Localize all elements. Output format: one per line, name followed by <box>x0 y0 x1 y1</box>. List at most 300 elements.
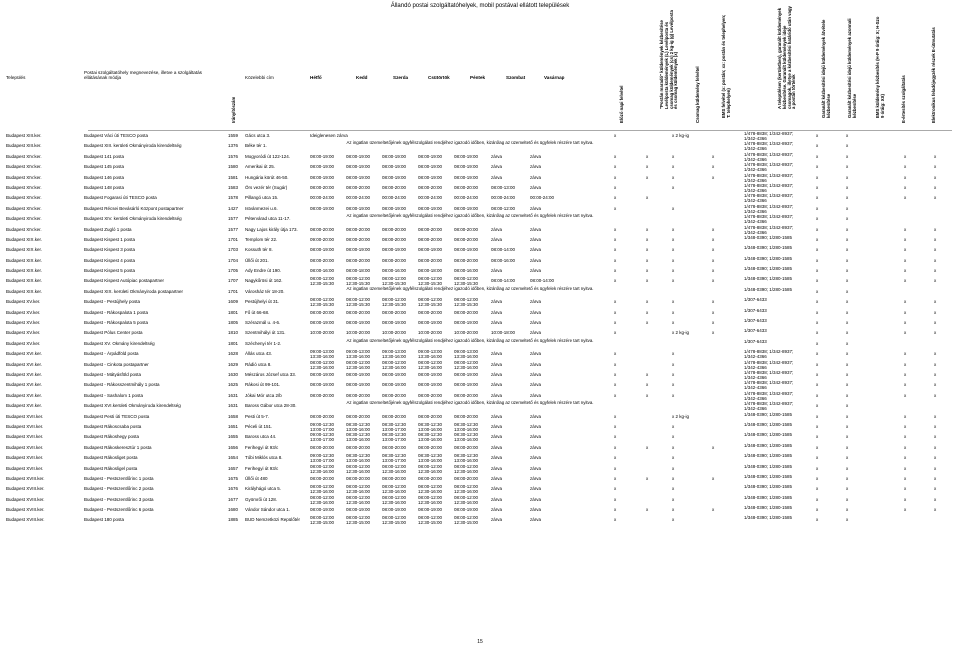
cell-flag: x <box>712 444 715 450</box>
cell-z: 1559 <box>228 133 239 138</box>
cell-flag: x <box>712 268 715 274</box>
cell-z: 1805 <box>228 320 239 326</box>
cell-flag: 1/348-0390; 1/280-1585 <box>744 286 793 292</box>
cell-flag: x <box>614 299 617 305</box>
cell-h: Ideiglenesen zárva <box>310 133 348 138</box>
cell-flag: x <box>614 455 617 461</box>
cell-h: 08:00-20:00 <box>310 392 335 398</box>
cell-m: Budapest 146 posta <box>84 174 125 180</box>
cell-flag: x <box>712 247 715 253</box>
cell-note: Az ingatlan üzemeltetőjének ügyfélszolgálati rendjéhez igazodó időben, kizárólag az üzemeltető és ügyfelek részére tart nyitva. <box>346 213 594 219</box>
cell-flag: x <box>646 309 649 315</box>
cell-v: zárva <box>530 455 542 461</box>
cell-cs: 08:00-19:00 <box>418 507 443 513</box>
cell-flag: x <box>646 195 649 201</box>
cell-flag: x <box>672 236 675 242</box>
cell-flag: x <box>846 164 849 170</box>
cell-flag: x <box>846 278 849 284</box>
cell-note: Az ingatlan üzemeltetőjének ügyfélszolgálati rendjéhez igazodó időben, kizárólag az üzemeltető és ügyfelek részére tart nyitva. <box>346 337 594 343</box>
cell-flag: x <box>712 475 715 481</box>
cell-v: zárva <box>530 247 542 253</box>
cell-v: 08:00-14:00 <box>530 278 555 284</box>
cell-cs: 08:00-19:00 <box>418 371 443 377</box>
cell-flag: x <box>614 444 617 450</box>
cell-m: Budapest XV. Okmány kirendeltség <box>84 340 155 346</box>
cell-flag: x <box>672 164 675 170</box>
cell-sz: zárva <box>491 434 503 440</box>
cell-sz: zárva <box>491 164 503 170</box>
cell-m: Budapest Pesti úti TESCO posta <box>84 413 150 419</box>
cell-v: zárva <box>530 174 542 180</box>
table-row <box>0 318 960 328</box>
cell-h: 09:00-13:00 13:30-16:00 <box>310 349 335 360</box>
cell-t: Budapest XVII.ker. <box>6 413 44 419</box>
cell-v: zárva <box>530 268 542 274</box>
cell-v: zárva <box>530 475 542 481</box>
cell-k: 08:30-12:30 13:00-16:00 <box>346 421 371 432</box>
table-row <box>0 245 960 255</box>
cell-t: Budapest XVII.ker. <box>6 434 44 440</box>
header-mod: Postai szolgáltatóhely megnevezése, illetve a szolgáltatás ellátásának módja <box>84 70 202 81</box>
cell-k: 08:00-20:00 <box>346 413 371 419</box>
cell-m: Budapest 141 posta <box>84 153 125 159</box>
cell-m: Budapest Rákosliget posta <box>84 455 138 461</box>
table-row <box>0 422 960 432</box>
cell-flag: x <box>672 257 675 263</box>
cell-c: Baross utca 44. <box>245 434 277 440</box>
cell-flag: x <box>672 299 675 305</box>
cell-flag: x <box>934 164 937 170</box>
cell-sz: zárva <box>491 507 503 513</box>
cell-flag: x <box>816 247 819 253</box>
cell-flag: x <box>816 392 819 398</box>
cell-flag: 1/348-0390; 1/280-1585 <box>744 442 793 448</box>
cell-cs: 08:00-20:00 <box>418 413 443 419</box>
cell-flag: x <box>934 330 937 336</box>
cell-t: Budapest XVI.ker. <box>6 371 43 377</box>
cell-flag: x <box>934 486 937 492</box>
cell-flag: x <box>816 205 819 211</box>
table-row <box>0 349 960 359</box>
cell-flag: x <box>816 278 819 284</box>
cell-sz: 00:00-24:00 <box>491 195 516 201</box>
cell-cs: 08:00-18:00 <box>418 268 443 274</box>
cell-z: 1576 <box>228 153 239 159</box>
cell-flag: x <box>934 444 937 450</box>
cell-h: 08:00-19:00 <box>310 507 335 513</box>
cell-p: 09:00-13:00 13:30-16:00 <box>454 349 479 360</box>
cell-flag: x <box>712 257 715 263</box>
cell-flag: x <box>672 517 675 523</box>
cell-flag: x <box>672 351 675 357</box>
cell-k: 08:00-12:00 12:30-15:00 <box>346 515 371 526</box>
cell-flag: x <box>934 174 937 180</box>
cell-v: zárva <box>530 153 542 159</box>
cell-flag: x <box>934 236 937 242</box>
cell-p: 08:00-19:00 <box>454 164 479 170</box>
cell-p: 08:00-20:00 <box>454 257 479 263</box>
cell-flag: x <box>672 309 675 315</box>
cell-flag: x <box>904 184 907 190</box>
cell-t: Budapest XV.ker. <box>6 330 41 336</box>
cell-p: 08:00-12:00 12:30-16:00 <box>454 494 479 505</box>
cell-p: 08:00-20:00 <box>454 226 479 232</box>
cell-flag: x <box>614 517 617 523</box>
cell-flag: x <box>934 247 937 253</box>
cell-z: 1657 <box>228 465 239 471</box>
cell-flag: x <box>934 392 937 398</box>
cell-h: 08:00-20:00 <box>310 475 335 481</box>
cell-k: 08:00-20:00 <box>346 475 371 481</box>
cell-s: 08:00-20:00 <box>382 184 407 190</box>
cell-cs: 08:00-19:00 <box>418 320 443 326</box>
cell-t: Budapest XVI.ker. <box>6 351 43 357</box>
cell-z: 1631 <box>228 403 239 409</box>
cell-v: zárva <box>530 392 542 398</box>
cell-c: Állás utca 43. <box>245 351 273 357</box>
cell-s: 08:30-12:30 13:00-17:00 <box>382 421 407 432</box>
cell-t: Budapest XIV.ker. <box>6 164 42 170</box>
header-szerda: Szerda <box>393 75 409 80</box>
cell-flag: x <box>934 475 937 481</box>
cell-sz: zárva <box>491 174 503 180</box>
cell-k: 08:00-20:00 <box>346 309 371 315</box>
cell-t: Budapest XIII.ker. <box>6 143 42 149</box>
cell-v: zárva <box>530 444 542 450</box>
cell-m: Budapest 145 posta <box>84 164 125 170</box>
cell-flag: x <box>614 320 617 326</box>
cell-flag: x <box>614 486 617 492</box>
cell-c: Mogyoródi út 122-124. <box>245 153 291 159</box>
cell-flag: x <box>816 236 819 242</box>
cell-h: 08:00-12:00 12:30-15:00 <box>310 515 335 526</box>
cell-sz: zárva <box>491 236 503 242</box>
cell-m: Budapest XIX. kerületi Okmányiroda postapartner <box>84 288 184 294</box>
cell-cs: 08:00-20:00 <box>418 444 443 450</box>
cell-t: Budapest XIX.ker. <box>6 278 43 284</box>
cell-c: Üllői út 480 <box>245 475 268 481</box>
cell-flag: x <box>846 320 849 326</box>
cell-z: 1651 <box>228 423 239 429</box>
cell-k: 08:00-20:00 <box>346 392 371 398</box>
cell-p: 08:00-20:00 <box>454 413 479 419</box>
cell-v: zárva <box>530 164 542 170</box>
table-row <box>0 515 960 525</box>
cell-t: Budapest XVIII.ker. <box>6 475 45 481</box>
cell-flag: 1/348-0390; 1/280-1585 <box>744 421 793 427</box>
cell-sz: zárva <box>491 465 503 471</box>
cell-c: Ady Endre út 190. <box>245 268 282 274</box>
cell-flag: x <box>816 216 819 222</box>
cell-k: 08:00-20:00 <box>346 257 371 263</box>
cell-flag: x <box>712 507 715 513</box>
cell-flag: x <box>816 382 819 388</box>
table-row <box>0 432 960 442</box>
cell-flag: x <box>816 444 819 450</box>
cell-k: 08:00-19:00 <box>346 205 371 211</box>
cell-flag: x <box>816 413 819 419</box>
cell-flag: x <box>904 236 907 242</box>
cell-sz: 08:00-14:00 <box>491 247 516 253</box>
cell-flag: x <box>646 444 649 450</box>
cell-k: 08:00-19:00 <box>346 382 371 388</box>
cell-flag: x <box>816 309 819 315</box>
cell-c: Tóbi Miklós utca 8. <box>245 455 283 461</box>
cell-p: 08:00-12:00 12:30-15:00 <box>454 515 479 526</box>
cell-v: zárva <box>530 371 542 377</box>
cell-v: zárva <box>530 413 542 419</box>
cell-z: 1629 <box>228 361 239 367</box>
header-vasarnap: Vasárnap <box>544 75 565 80</box>
cell-flag: x <box>846 351 849 357</box>
cell-c: Nagy Lajos király útja 173. <box>245 226 298 232</box>
header-v10: Elektronikus feladójegyzék részek E-útmutatás <box>931 27 936 124</box>
cell-t: Budapest XVI.ker. <box>6 392 43 398</box>
cell-c: Ferihegyi út 93/c <box>245 444 279 450</box>
cell-sz: zárva <box>491 371 503 377</box>
cell-flag: 1/348-0390; 1/280-1585 <box>744 453 793 459</box>
cell-flag: x <box>646 320 649 326</box>
cell-p: 08:00-12:00 12:30-16:00 <box>454 359 479 370</box>
cell-flag: x <box>672 455 675 461</box>
cell-m: Budapest - Rákospalota 5 posta <box>84 320 149 326</box>
cell-flag: 1/348-0390; 1/280-1585 <box>744 515 793 521</box>
cell-c: Városház tér 18-20. <box>245 288 285 294</box>
cell-flag: x <box>934 299 937 305</box>
cell-s: 08:00-19:00 <box>382 153 407 159</box>
cell-flag: x <box>904 164 907 170</box>
cell-flag: x <box>934 257 937 263</box>
cell-flag: x <box>846 195 849 201</box>
cell-flag: x <box>614 413 617 419</box>
cell-flag: x <box>846 434 849 440</box>
cell-t: Budapest XV.ker. <box>6 320 41 326</box>
cell-m: Budapest XIII. kerületi Okmányiroda kirendeltség <box>84 143 182 149</box>
cell-flag: x <box>846 444 849 450</box>
cell-z: 1707 <box>228 278 239 284</box>
cell-z: 1625 <box>228 382 239 388</box>
cell-flag: x <box>816 226 819 232</box>
cell-flag: x <box>846 184 849 190</box>
cell-h: 08:00-19:00 <box>310 247 335 253</box>
cell-flag: 1/478-8838; 1/342-8937; 1/342-4366 <box>744 141 794 152</box>
cell-cs: 08:00-19:00 <box>418 164 443 170</box>
cell-flag: x <box>846 205 849 211</box>
table-row <box>0 225 960 235</box>
cell-m: Budapest - Pestszentlőrinc 2 posta <box>84 486 154 492</box>
cell-flag: x <box>934 455 937 461</box>
cell-flag: x <box>904 299 907 305</box>
cell-flag: 1/478-8838; 1/342-8937; 1/342-4366 <box>744 193 794 204</box>
cell-cs: 08:00-19:00 <box>418 153 443 159</box>
cell-s: 08:00-16:00 <box>382 268 407 274</box>
cell-p: 08:00-12:00 12:30-16:00 <box>454 463 479 474</box>
cell-flag: x <box>646 371 649 377</box>
cell-sz: zárva <box>491 153 503 159</box>
cell-flag: 1/478-8838; 1/342-8937; 1/342-4366 <box>744 224 794 235</box>
header-v5: A településen (kerületben), garanált küldemények kézbesítése. Garanált küldemények ideje csomagok, illetve a kézbesítési határidő után vagy a postán történik <box>777 5 797 109</box>
cell-sz: zárva <box>491 486 503 492</box>
cell-flag: x <box>846 392 849 398</box>
cell-h: 08:00-19:00 <box>310 371 335 377</box>
cell-m: Budapest - Sashalom 1 posta <box>84 392 144 398</box>
cell-p: 08:30-12:30 13:00-16:00 <box>454 421 479 432</box>
cell-p: 08:00-12:00 12:30-15:30 <box>454 297 479 308</box>
cell-k: 08:00-18:00 <box>346 268 371 274</box>
cell-v: zárva <box>530 184 542 190</box>
cell-z: 1654 <box>228 455 239 461</box>
table-row <box>0 370 960 380</box>
cell-flag: x <box>672 371 675 377</box>
cell-s: 08:00-19:00 <box>382 205 407 211</box>
cell-k: 08:00-12:00 12:30-16:00 <box>346 463 371 474</box>
cell-c: Szentmihályi út 131. <box>245 330 286 336</box>
cell-v: zárva <box>530 299 542 305</box>
cell-c: Mészáros József utca 33. <box>245 371 297 377</box>
cell-c: Üllői út 201. <box>245 257 269 263</box>
cell-flag: x <box>712 164 715 170</box>
cell-h: 08:00-12:00 12:30-15:30 <box>310 297 335 308</box>
cell-h: 09:00-12:30 13:00-17:00 <box>310 432 335 443</box>
cell-t: Budapest XVIII.ker. <box>6 496 45 502</box>
cell-p: 08:30-12:30 13:00-16:00 <box>454 432 479 443</box>
cell-z: 1658 <box>228 413 239 419</box>
cell-c: Ferihegyi út 93/c <box>245 465 279 471</box>
cell-sz: zárva <box>491 392 503 398</box>
cell-flag: x <box>904 475 907 481</box>
cell-flag: 1/478-8838; 1/342-8937; 1/342-4366 <box>744 390 794 401</box>
cell-flag: x <box>846 226 849 232</box>
cell-t: Budapest XVII.ker. <box>6 423 44 429</box>
cell-m: Budapest - Pestszentlőrinc 1 posta <box>84 475 154 481</box>
cell-m: Budapest - Árpádföld posta <box>84 351 139 357</box>
cell-z: 1677 <box>228 496 239 502</box>
cell-cs: 08:00-20:00 <box>418 184 443 190</box>
cell-flag: x 2 kg-ig <box>672 133 690 138</box>
cell-v: zárva <box>530 507 542 513</box>
cell-flag: 1/307-6433 <box>744 318 767 324</box>
cell-m: Budapest 148 posta <box>84 184 125 190</box>
cell-c: Örs vezér tér (Sugár) <box>245 184 288 190</box>
cell-flag: x <box>904 268 907 274</box>
cell-z: 1675 <box>228 475 239 481</box>
cell-t: Budapest XVI.ker. <box>6 361 43 367</box>
cell-flag: x <box>904 423 907 429</box>
table-row <box>0 380 960 390</box>
cell-flag: 1/348-0390; 1/280-1585 <box>744 255 793 261</box>
cell-c: BUD Nemzetközi Repülőtér <box>245 517 301 523</box>
cell-z: 1577 <box>228 216 239 222</box>
cell-cs: 08:30-12:30 13:00-16:00 <box>418 453 443 464</box>
header-cim: Közelebbi cím <box>245 75 274 80</box>
cell-v: zárva <box>530 205 542 211</box>
table-row <box>0 214 960 224</box>
cell-m: Budapest Pólus Center posta <box>84 330 143 336</box>
cell-p: 08:00-19:00 <box>454 507 479 513</box>
cell-c: Amerikai út 25. <box>245 164 276 170</box>
cell-flag: x <box>672 392 675 398</box>
cell-cs: 08:00-19:00 <box>418 382 443 388</box>
cell-flag: x <box>646 174 649 180</box>
cell-p: 08:00-20:00 <box>454 236 479 242</box>
cell-flag: x <box>614 434 617 440</box>
table-row <box>0 484 960 494</box>
cell-cs: 08:00-12:00 12:30-16:00 <box>418 463 443 474</box>
cell-flag: x <box>904 496 907 502</box>
cell-flag: x <box>614 278 617 284</box>
cell-flag: x <box>816 257 819 263</box>
cell-sz: zárva <box>491 475 503 481</box>
cell-t: Budapest XIV.ker. <box>6 184 42 190</box>
cell-t: Budapest XVIII.ker. <box>6 507 45 513</box>
cell-c: Pillangó utca 15. <box>245 195 279 201</box>
cell-h: 09:00-12:30 13:00-17:00 <box>310 453 335 464</box>
cell-s: 08:00-20:00 <box>382 413 407 419</box>
cell-flag: x <box>904 320 907 326</box>
cell-flag: x <box>904 392 907 398</box>
cell-s: 08:00-12:00 12:30-16:00 <box>382 463 407 474</box>
cell-flag: x <box>904 247 907 253</box>
cell-m: Budapest - Pestújhely posta <box>84 299 141 305</box>
cell-flag: x <box>846 403 849 409</box>
cell-flag: x <box>846 361 849 367</box>
cell-flag: x <box>846 309 849 315</box>
cell-h: 09:00-12:30 13:00-17:00 <box>310 421 335 432</box>
cell-flag: x <box>904 455 907 461</box>
cell-s: 08:00-12:00 12:30-15:30 <box>382 297 407 308</box>
cell-p: 00:00-24:00 <box>454 195 479 201</box>
cell-m: Budapest Rákoscsaba posta <box>84 423 142 429</box>
cell-flag: x <box>934 423 937 429</box>
cell-h: 08:00-20:00 <box>310 184 335 190</box>
cell-flag: x <box>712 153 715 159</box>
header-v3: Csomag küldemény felvétel <box>695 66 700 124</box>
cell-v: zárva <box>530 382 542 388</box>
cell-h: 08:00-19:00 <box>310 320 335 326</box>
cell-z: 1810 <box>228 330 239 336</box>
cell-s: 08:00-20:00 <box>382 475 407 481</box>
cell-p: 08:00-19:00 <box>454 153 479 159</box>
cell-note: Az ingatlan üzemeltetőjének ügyfélszolgálati rendjéhez igazodó időben, kizárólag az üzemeltető és ügyfelek részére tart nyitva. <box>346 285 594 291</box>
cell-m: Budapest 180 posta <box>84 517 125 523</box>
header-kedd: Kedd <box>356 75 368 80</box>
cell-flag: x <box>614 247 617 253</box>
cell-sz: zárva <box>491 423 503 429</box>
cell-cs: 09:00-13:00 13:30-16:00 <box>418 349 443 360</box>
cell-flag: x <box>816 340 819 346</box>
cell-flag: 1/478-8838; 1/342-8937; 1/342-4366 <box>744 380 794 391</box>
cell-cs: 08:30-12:30 13:00-16:00 <box>418 432 443 443</box>
cell-flag: x <box>672 268 675 274</box>
cell-k: 08:00-19:00 <box>346 320 371 326</box>
cell-flag: x <box>934 184 937 190</box>
cell-v: zárva <box>530 330 542 336</box>
cell-sz: zárva <box>491 309 503 315</box>
cell-flag: x <box>672 153 675 159</box>
cell-c: Pétervárad utca 11-17. <box>245 216 291 222</box>
cell-h: 08:00-19:00 <box>310 382 335 388</box>
table-row <box>0 401 960 411</box>
cell-flag: x <box>646 392 649 398</box>
cell-z: 1628 <box>228 351 239 357</box>
cell-v: zárva <box>530 486 542 492</box>
cell-p: 08:30-12:30 13:00-16:00 <box>454 453 479 464</box>
cell-h: 08:00-16:00 <box>310 268 335 274</box>
table-row <box>0 162 960 172</box>
cell-s: 08:00-19:00 <box>382 174 407 180</box>
cell-z: 1704 <box>228 257 239 263</box>
cell-flag: x <box>846 382 849 388</box>
